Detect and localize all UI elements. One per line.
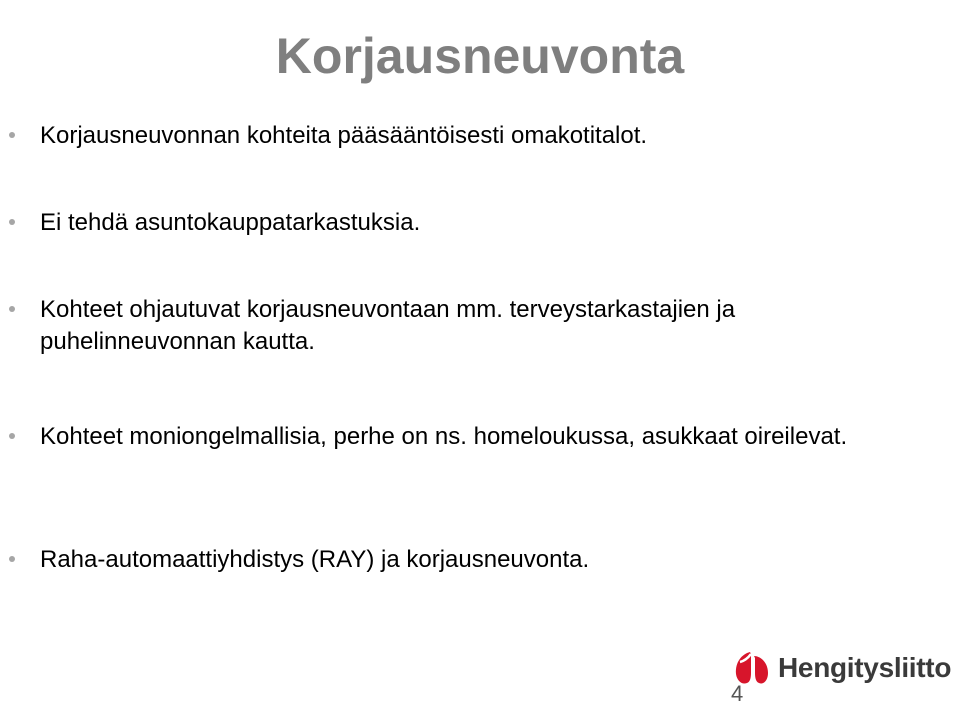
bullet-dot-icon xyxy=(9,306,15,312)
bullet-text: Kohteet moniongelmallisia, perhe on ns. homeloukussa, asukkaat oireilevat. xyxy=(40,423,848,450)
bullet-item xyxy=(40,294,920,358)
slide-title: Korjausneuvonta xyxy=(275,27,685,84)
bullet-dot-icon xyxy=(9,219,15,225)
page-number: 4 xyxy=(731,681,744,706)
bullet-text: Korjausneuvonnan kohteita pääsääntöisesti omakotitalot. xyxy=(40,122,648,149)
bullet-text: Ei tehdä asuntokauppatarkastuksia. xyxy=(40,209,421,236)
bullet-text: Raha-automaattiyhdistys (RAY) ja korjausneuvonta. xyxy=(40,546,590,573)
bullet-dot-icon xyxy=(9,556,15,562)
bullet-text: Kohteet ohjautuvat korjausneuvontaan mm. terveystarkastajien ja puhelinneuvonnan kautta. xyxy=(40,296,736,355)
bullet-item xyxy=(40,120,920,152)
bullet-item xyxy=(40,207,920,239)
bullet-item xyxy=(40,421,920,453)
bullet-dot-icon xyxy=(9,132,15,138)
bullet-item xyxy=(40,544,920,576)
bullet-dot-icon xyxy=(9,433,15,439)
hengitysliitto-logo xyxy=(732,648,960,688)
logo-text: Hengitysliitto xyxy=(778,652,952,683)
